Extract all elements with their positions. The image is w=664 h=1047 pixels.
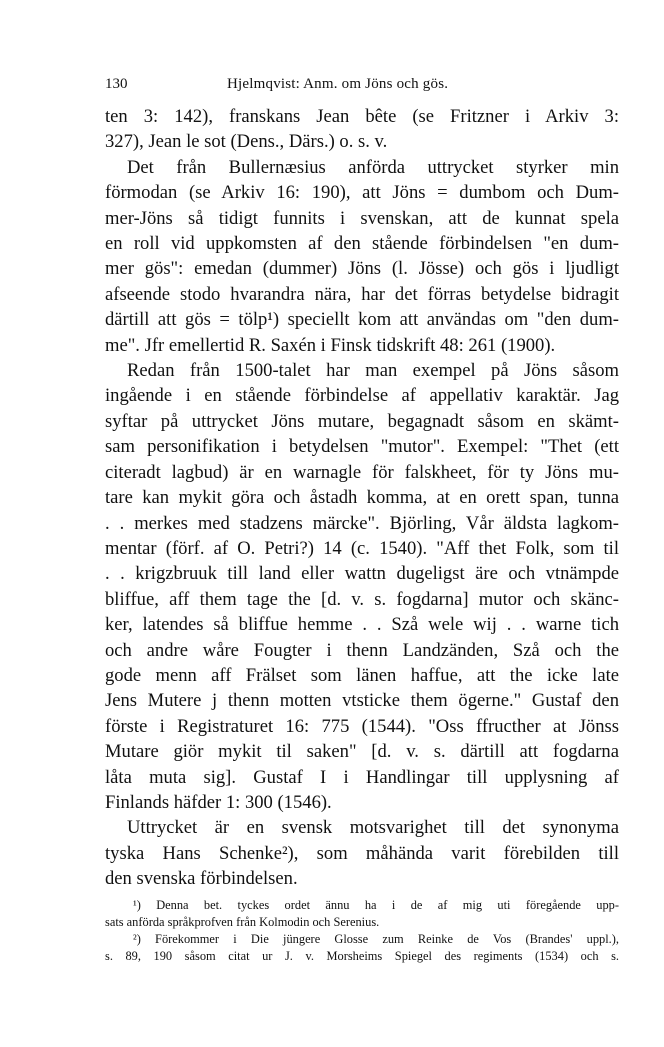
footnote-line: sats anförda språkprofven från Kolmodin och Serenius. [105, 914, 380, 929]
text-line: mentar (förf. af O. Petri?) 14 (c. 1540). "Aff thet Folk, som til [105, 537, 619, 559]
text-line: en roll vid uppkomsten af den stående förbindelsen "en dum- [105, 233, 619, 255]
text-line: bliffue, aff them tage the [d. v. s. fogdarna] mutor och skänc- [105, 588, 619, 610]
text-line: förste i Registraturet 16: 775 (1544). "Oss ffructher at Jönss [105, 715, 619, 737]
page-header [105, 76, 619, 98]
text-line: afseende stodo hvarandra nära, har det förras betydelse bidragit [105, 283, 619, 305]
book-page [105, 76, 619, 965]
text-line: Finlands häfder 1: 300 (1546). [105, 791, 332, 813]
text-line: Redan från 1500-talet har man exempel på Jöns såsom [127, 360, 619, 382]
text-line: Mutare giör mykit til saken" [d. v. s. därtill att fogdarna [105, 741, 619, 763]
text-line: . . krigzbruuk till land eller wattn dugeligst äre och vtnämpde [105, 563, 619, 585]
text-line: mer-Jöns så tidigt funnits i svenskan, att de kunnat spela [105, 207, 619, 229]
text-line: låta muta sig]. Gustaf I i Handlingar till upplysning af [105, 766, 619, 788]
text-line: ten 3: 142), franskans Jean bête (se Fritzner i Arkiv 3: [105, 106, 619, 127]
running-title: Hjelmqvist: Anm. om Jöns och gös. [227, 76, 449, 92]
text-line: den svenska förbindelsen. [105, 868, 298, 890]
footnotes [105, 897, 619, 965]
text-line: tyska Hans Schenke²), som måhända varit förebilden till [105, 842, 619, 864]
text-line: me". Jfr emellertid R. Saxén i Finsk tidskrift 48: 261 (1900). [105, 334, 556, 356]
text-line: 327), Jean le sot (Dens., Därs.) o. s. v. [105, 131, 388, 153]
text-line: därtill att gös = tölp¹) speciellt kom att användas om "den dum- [105, 309, 619, 331]
page-number: 130 [105, 76, 128, 92]
text-line: syftar på uttrycket Jöns mutare, begagnadt såsom en skämt- [105, 410, 619, 432]
footnote-line: s. 89, 190 såsom citat ur J. v. Morsheims Spiegel des regiments (1534) och s. [105, 948, 619, 963]
text-line: . . merkes med stadzens märcke". Björling, Vår äldsta lagkom- [105, 512, 619, 534]
text-line: ker, latendes så bliffue hemme . . Szå wele wij . . warne tich [105, 614, 619, 636]
text-line: Jens Mutere j thenn motten vtsticke them ögerne." Gustaf den [105, 690, 619, 712]
body-text [105, 104, 619, 892]
text-line: förmodan (se Arkiv 16: 190), att Jöns = dumbom och Dum- [105, 182, 619, 204]
text-line: och andre wåre Fougter i thenn Landzänden, Szå och the [105, 639, 619, 661]
footnote-line: ¹) Denna bet. tyckes ordet ännu ha i de af mig uti föregående upp- [133, 897, 619, 912]
text-line: ingående i en stående förbindelse af appellativ karaktär. Jag [105, 385, 619, 407]
text-line: tare kan mykit göra och åstadh komma, at en orett span, tunna [105, 487, 619, 509]
text-line: Det från Bullernæsius anförda uttrycket styrker min [127, 156, 619, 178]
text-line: citeradt lagbud) är en warnagle för falskheet, för ty Jöns mu- [105, 461, 619, 483]
footnote-line: ²) Förekommer i Die jüngere Glosse zum Reinke de Vos (Brandes' uppl.), [133, 931, 619, 946]
text-line: gode menn aff Frälset som länen haffue, att the icke late [105, 664, 619, 686]
text-line: Uttrycket är en svensk motsvarighet till det synonyma [127, 817, 619, 839]
text-line: mer gös": emedan (dummer) Jöns (l. Jösse) och gös i ljudligt [105, 258, 619, 280]
text-line: sam personifikation i betydelsen "mutor". Exempel: "Thet (ett [105, 436, 619, 458]
